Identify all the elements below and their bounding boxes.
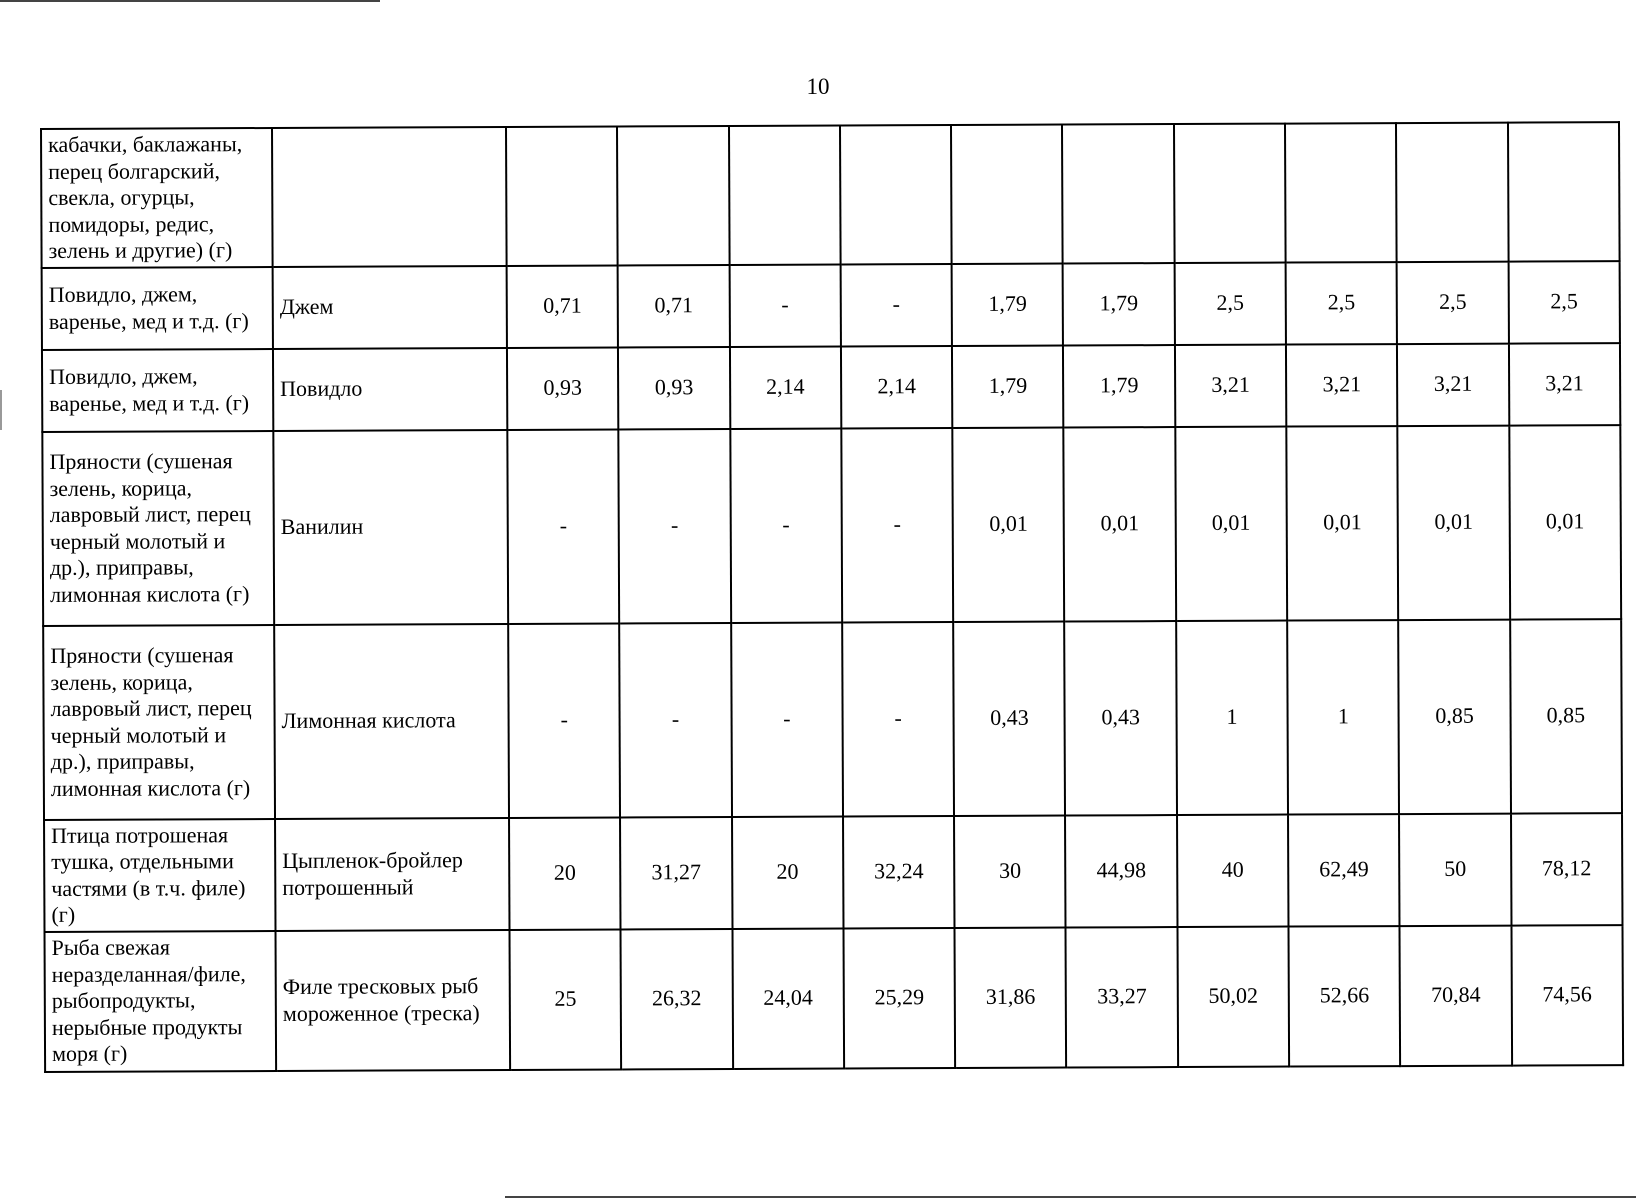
page-number: 10 [806, 74, 830, 99]
value-cell: 31,86 [955, 927, 1067, 1067]
value-cell [729, 126, 841, 265]
value-cell: 0,71 [618, 264, 730, 346]
value-cell: 0,93 [507, 347, 619, 429]
value-cell: 78,12 [1511, 813, 1623, 925]
value-cell: 33,27 [1066, 927, 1178, 1067]
product-group-cell: Пряности (сушеная зелень, корица, лавровый лист, перец черный молотый и др.), приправы, лимонная кислота (г) [42, 430, 274, 625]
value-cell [951, 125, 1063, 264]
value-cell: 31,27 [620, 816, 732, 928]
value-cell: 62,49 [1288, 814, 1400, 926]
product-item-cell: Джем [273, 265, 507, 348]
value-cell: 26,32 [621, 928, 733, 1068]
product-item-cell: Цыпленок-бройлер потрошенный [275, 817, 509, 930]
value-cell [1174, 124, 1286, 263]
value-cell: - [508, 623, 620, 817]
value-cell: 40 [1177, 814, 1289, 926]
value-cell [1285, 123, 1397, 262]
product-group-cell: Рыба свежая неразделанная/филе, рыбопродукты, нерыбные продукты моря (г) [45, 930, 277, 1071]
product-group-cell: кабачки, баклажаны, перец болгарский, свекла, огурцы, помидоры, редис, зелень и другие) (г) [41, 128, 273, 268]
value-cell: 0,85 [1510, 619, 1622, 813]
product-group-cell: Повидло, джем, варенье, мед и т.д. (г) [42, 266, 273, 349]
product-item-cell: Повидло [273, 347, 507, 430]
value-cell: 2,5 [1286, 262, 1398, 344]
value-cell: 0,01 [1064, 427, 1176, 621]
value-cell: 2,14 [841, 346, 953, 428]
value-cell: - [840, 264, 952, 346]
value-cell: - [729, 264, 841, 346]
scan-artifact-edge [0, 390, 2, 430]
value-cell [1396, 123, 1508, 262]
value-cell: 24,04 [732, 928, 844, 1068]
value-cell: 74,56 [1511, 925, 1623, 1065]
value-cell: 20 [732, 816, 844, 928]
table-row [41, 122, 1620, 267]
value-cell [506, 126, 618, 265]
value-cell: 2,14 [730, 346, 842, 428]
value-cell: 0,01 [1286, 426, 1398, 620]
product-item-cell: Ванилин [273, 429, 508, 624]
product-item-cell: Лимонная кислота [274, 623, 509, 818]
table-row [42, 261, 1620, 350]
value-cell: 1,79 [1063, 345, 1175, 427]
table-row [42, 343, 1620, 432]
value-cell: 1,79 [952, 345, 1064, 427]
value-cell: 52,66 [1289, 926, 1401, 1066]
value-cell: 2,5 [1174, 262, 1286, 344]
value-cell: 0,43 [1065, 621, 1177, 815]
value-cell: 2,5 [1508, 261, 1620, 343]
value-cell: 0,01 [1398, 425, 1510, 619]
scan-artifact-top [0, 0, 380, 2]
value-cell: 2,5 [1397, 261, 1509, 343]
nutrition-table [40, 121, 1624, 1072]
table-row [43, 619, 1622, 820]
value-cell: - [619, 428, 731, 622]
value-cell: 3,21 [1397, 343, 1509, 425]
value-cell: 70,84 [1400, 925, 1512, 1065]
table-row [45, 925, 1624, 1072]
value-cell: 30 [954, 815, 1066, 927]
value-cell: 0,71 [507, 265, 619, 347]
value-cell: 0,43 [953, 621, 1065, 815]
value-cell: - [842, 622, 954, 816]
value-cell: 0,01 [1509, 425, 1621, 619]
value-cell: 44,98 [1065, 815, 1177, 927]
product-group-cell: Птица потрошеная тушка, отдельными частями (в т.ч. филе) (г) [44, 818, 275, 931]
value-cell: 0,85 [1399, 619, 1511, 813]
product-item-cell: Филе тресковых рыб мороженное (треска) [276, 929, 511, 1070]
value-cell: 0,93 [618, 346, 730, 428]
value-cell: - [619, 622, 731, 816]
value-cell [617, 126, 729, 265]
value-cell [1508, 122, 1620, 261]
value-cell: 25 [510, 929, 622, 1069]
product-item-cell [272, 127, 507, 267]
value-cell: 50,02 [1177, 926, 1289, 1066]
value-cell: - [507, 429, 619, 623]
table-row [44, 813, 1622, 932]
product-group-cell: Пряности (сушеная зелень, корица, лавровый лист, перец черный молотый и др.), приправы, лимонная кислота (г) [43, 624, 275, 819]
value-cell: 1,79 [952, 263, 1064, 345]
value-cell [1062, 124, 1174, 263]
value-cell: 1 [1176, 620, 1288, 814]
value-cell: 3,21 [1509, 343, 1621, 425]
table-row [42, 425, 1621, 626]
value-cell: 1 [1287, 620, 1399, 814]
value-cell: - [841, 428, 953, 622]
value-cell: 3,21 [1286, 344, 1398, 426]
value-cell: 1,79 [1063, 263, 1175, 345]
value-cell: 0,01 [1175, 426, 1287, 620]
value-cell: 50 [1399, 813, 1511, 925]
value-cell: 0,01 [953, 427, 1065, 621]
value-cell: 25,29 [843, 928, 955, 1068]
value-cell: 3,21 [1175, 344, 1287, 426]
value-cell: - [730, 428, 842, 622]
product-group-cell: Повидло, джем, варенье, мед и т.д. (г) [42, 348, 273, 431]
value-cell: 32,24 [843, 816, 955, 928]
value-cell [840, 125, 952, 264]
scan-artifact-bottom [505, 1196, 1636, 1198]
value-cell: 20 [509, 817, 621, 929]
nutrition-table-body [41, 122, 1623, 1071]
value-cell: - [731, 622, 843, 816]
